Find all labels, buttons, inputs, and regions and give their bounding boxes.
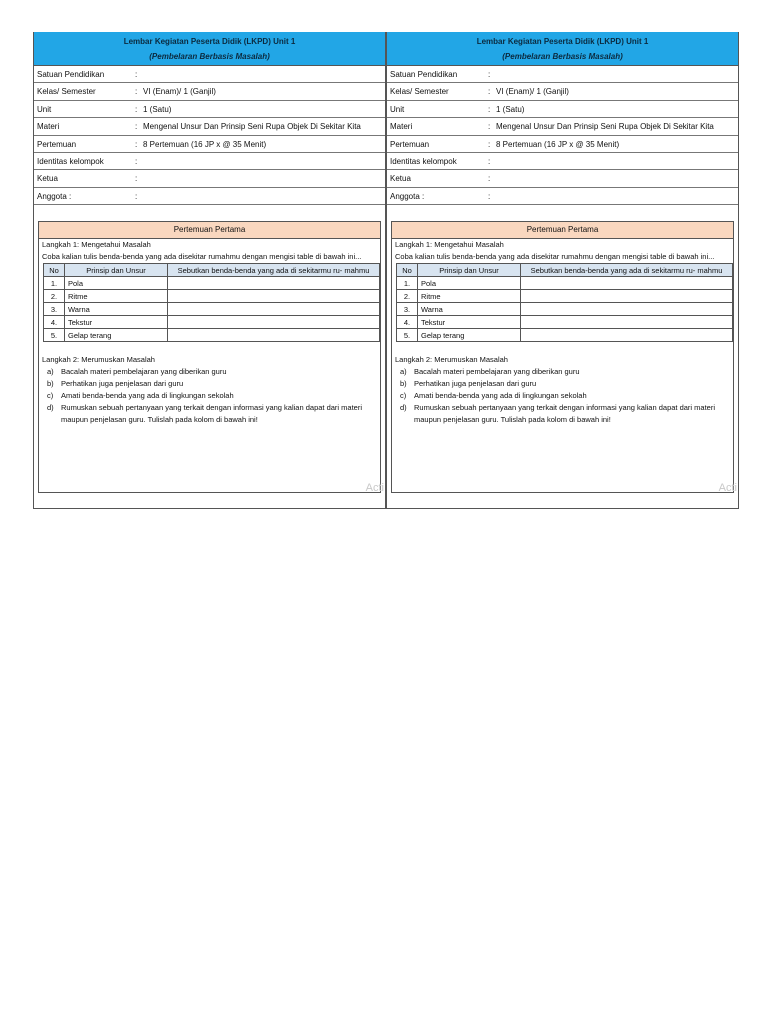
info-row-kelas: Kelas/ Semester : VI (Enam)/ 1 (Ganjil) [387, 83, 738, 100]
info-row-pertemuan: Pertemuan : 8 Pertemuan (16 JP x @ 35 Menit) [387, 136, 738, 153]
table-row: 3. Warna [44, 303, 380, 316]
info-row-pertemuan: Pertemuan : 8 Pertemuan (16 JP x @ 35 Menit) [34, 136, 385, 153]
sheet-header [34, 32, 385, 66]
list-item: d) Rumuskan sebuah pertanyaan yang terkait dengan informasi yang kalian dapat dari materi maupun penjelasan guru. Tulislah pada kolom di bawah ini! [400, 403, 716, 425]
table-row: 1. Pola [44, 277, 380, 290]
sheet-title: Lembar Kegiatan Peserta Didik (LKPD) Unit 1 [123, 37, 296, 46]
answer-cell[interactable] [168, 329, 380, 342]
col-header-sebutkan: Sebutkan benda-benda yang ada di sekitarmu ru- mahmu [168, 264, 380, 277]
answer-cell[interactable] [521, 316, 733, 329]
table-row: 2. Ritme [397, 290, 733, 303]
list-item: c) Amati benda-benda yang ada di lingkungan sekolah [47, 391, 234, 401]
answer-cell[interactable] [168, 290, 380, 303]
step2-heading: Langkah 2: Merumuskan Masalah [395, 355, 508, 365]
table-row: 2. Ritme [44, 290, 380, 303]
list-item: b) Perhatikan juga penjelasan dari guru [47, 379, 184, 389]
col-header-sebutkan: Sebutkan benda-benda yang ada di sekitarmu ru- mahmu [521, 264, 733, 277]
sheet-title: Lembar Kegiatan Peserta Didik (LKPD) Unit 1 [476, 37, 649, 46]
step2-list [39, 366, 380, 426]
list-item: d) Rumuskan sebuah pertanyaan yang terkait dengan informasi yang kalian dapat dari materi maupun penjelasan guru. Tulislah pada kolom di bawah ini! [47, 403, 363, 425]
answer-cell[interactable] [521, 303, 733, 316]
info-row-ketua: Ketua : [34, 170, 385, 187]
activity-box [391, 221, 737, 495]
info-row-identitas: Identitas kelompok : [387, 153, 738, 170]
answer-cell[interactable] [521, 329, 733, 342]
activity-title: Pertemuan Pertama [39, 222, 380, 239]
lkpd-sheet-left [33, 32, 386, 509]
info-row-satuan: Satuan Pendidikan : [387, 66, 738, 83]
info-row-materi: Materi : Mengenal Unsur Dan Prinsip Seni Rupa Objek Di Sekitar Kita [387, 118, 738, 135]
table-row: 3. Warna [397, 303, 733, 316]
col-header-no: No [397, 264, 418, 277]
step2-list [392, 366, 733, 426]
table-row: 5. Gelap terang [44, 329, 380, 342]
lkpd-sheet-right [386, 32, 739, 509]
info-row-kelas: Kelas/ Semester : VI (Enam)/ 1 (Ganjil) [34, 83, 385, 100]
answer-cell[interactable] [168, 277, 380, 290]
step1-instruction: Coba kalian tulis benda-benda yang ada disekitar rumahmu dengan mengisi table di bawah ini... [42, 252, 362, 262]
list-item: b) Perhatikan juga penjelasan dari guru [400, 379, 537, 389]
info-row-anggota: Anggota : : [387, 188, 738, 205]
info-row-satuan: Satuan Pendidikan : [34, 66, 385, 83]
activity-box [38, 221, 384, 495]
answer-cell[interactable] [168, 303, 380, 316]
step2-heading: Langkah 2: Merumuskan Masalah [42, 355, 155, 365]
answer-cell[interactable] [521, 277, 733, 290]
answer-cell[interactable] [521, 290, 733, 303]
info-row-ketua: Ketua : [387, 170, 738, 187]
table-row: 1. Pola [397, 277, 733, 290]
info-row-unit: Unit : 1 (Satu) [34, 101, 385, 118]
step1-heading: Langkah 1: Mengetahui Masalah [395, 240, 504, 250]
list-item: a) Bacalah materi pembelajaran yang diberikan guru [400, 367, 580, 377]
table-row: 4. Tekstur [44, 316, 380, 329]
answer-cell[interactable] [168, 316, 380, 329]
step1-instruction: Coba kalian tulis benda-benda yang ada disekitar rumahmu dengan mengisi table di bawah ini... [395, 252, 715, 262]
info-row-anggota: Anggota : : [34, 188, 385, 205]
table-row: 5. Gelap terang [397, 329, 733, 342]
table-row: 4. Tekstur [397, 316, 733, 329]
info-row-unit: Unit : 1 (Satu) [387, 101, 738, 118]
sheet-header [387, 32, 738, 66]
col-header-prinsip: Prinsip dan Unsur [65, 264, 168, 277]
list-item: a) Bacalah materi pembelajaran yang diberikan guru [47, 367, 227, 377]
info-row-materi: Materi : Mengenal Unsur Dan Prinsip Seni Rupa Objek Di Sekitar Kita [34, 118, 385, 135]
sheet-subtitle: (Pembelaran Berbasis Masalah) [149, 52, 270, 61]
sheet-subtitle: (Pembelaran Berbasis Masalah) [502, 52, 623, 61]
activity-title: Pertemuan Pertama [392, 222, 733, 239]
watermark-text: Acti [365, 482, 384, 495]
step1-heading: Langkah 1: Mengetahui Masalah [42, 240, 151, 250]
col-header-no: No [44, 264, 65, 277]
principles-table [396, 263, 733, 342]
watermark-text: Acti [718, 482, 737, 495]
col-header-prinsip: Prinsip dan Unsur [418, 264, 521, 277]
list-item: c) Amati benda-benda yang ada di lingkungan sekolah [400, 391, 587, 401]
principles-table [43, 263, 380, 342]
info-row-identitas: Identitas kelompok : [34, 153, 385, 170]
